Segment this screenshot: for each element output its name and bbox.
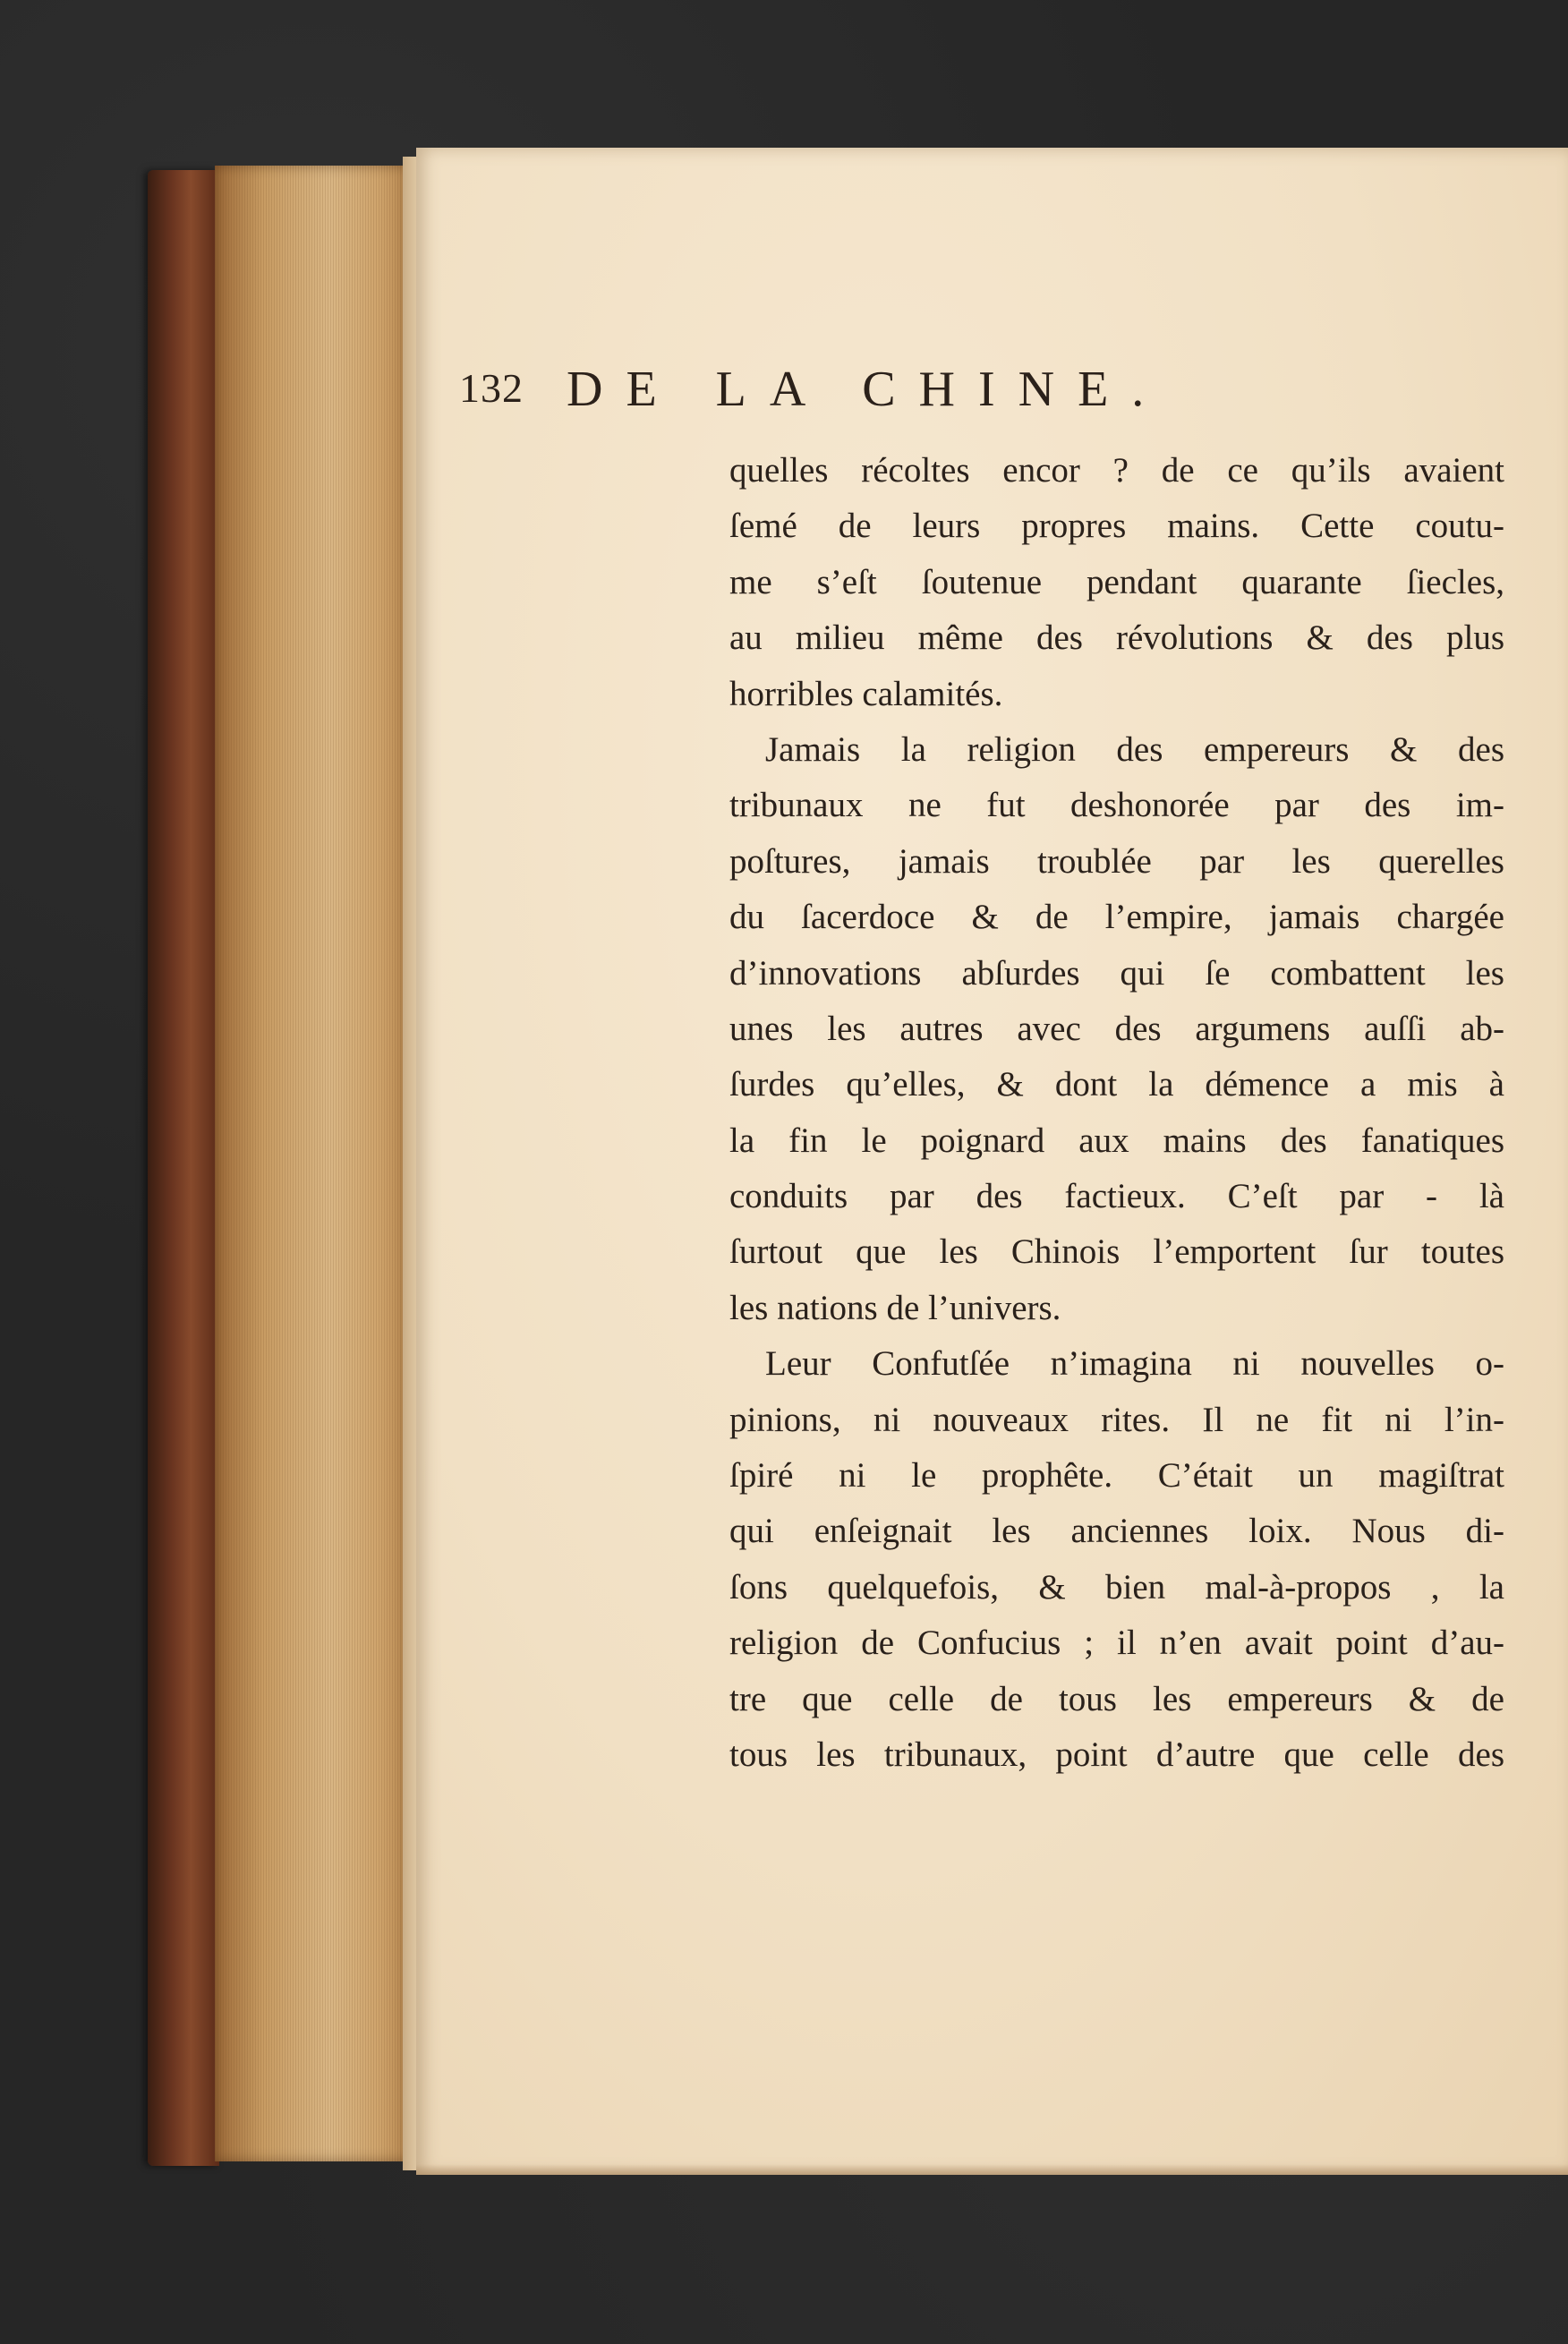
text-line: ſurdes qu’elles, & dont la démence a mis à — [729, 1065, 1504, 1104]
text-line: ſpiré ni le prophête. C’était un magiſtrat — [729, 1456, 1504, 1496]
text-line: poſtures, jamais troublée par les querelles — [729, 841, 1504, 881]
text-line: ſurtout que les Chinois l’emportent ſur toutes — [729, 1232, 1504, 1272]
text-line: d’innovations abſurdes qui ſe combattent les — [729, 953, 1504, 993]
text-line: pinions, ni nouveaux rites. Il ne fit ni l’in- — [729, 1400, 1504, 1439]
text-line: religion de Confucius ; il n’en avait point d’au- — [729, 1624, 1504, 1663]
text-line: tribunaux ne fut deshonorée par des im- — [729, 786, 1504, 825]
body-text — [729, 443, 1504, 1783]
text-line: quelles récoltes encor ? de ce qu’ils avaient — [729, 451, 1504, 490]
running-title: DE LA CHINE. — [567, 362, 1168, 417]
text-line: conduits par des factieux. C’eſt par - là — [729, 1177, 1504, 1216]
text-line: ſons quelquefois, & bien mal-à-propos , la — [729, 1567, 1504, 1607]
text-line: du ſacerdoce & de l’empire, jamais chargée — [729, 898, 1504, 937]
text-line: unes les autres avec des argumens auſſi ab- — [729, 1009, 1504, 1048]
text-line: les nations de l’univers. — [729, 1288, 1061, 1327]
text-line: qui enſeignait les anciennes loix. Nous di- — [729, 1512, 1504, 1551]
text-line: la fin le poignard aux mains des fanatiques — [729, 1121, 1504, 1160]
text-line: horribles calamités. — [729, 674, 1003, 713]
text-line: Jamais la religion des empereurs & des — [765, 729, 1504, 769]
book-cover-edge — [148, 170, 219, 2166]
running-head — [459, 361, 1417, 423]
text-line: Leur Confutſée n’imagina ni nouvelles o- — [765, 1344, 1504, 1384]
text-line: au milieu même des révolutions & des plus — [729, 618, 1504, 658]
text-line: tous les tribunaux, point d’autre que celle des — [729, 1735, 1504, 1774]
text-line: ſemé de leurs propres mains. Cette coutu- — [729, 507, 1504, 546]
page-number: 132 — [459, 365, 524, 411]
page-block-edge — [215, 166, 407, 2161]
text-line: tre que celle de tous les empereurs & de — [729, 1679, 1504, 1718]
text-line: me s’eſt ſoutenue pendant quarante ſiecles, — [729, 562, 1504, 601]
